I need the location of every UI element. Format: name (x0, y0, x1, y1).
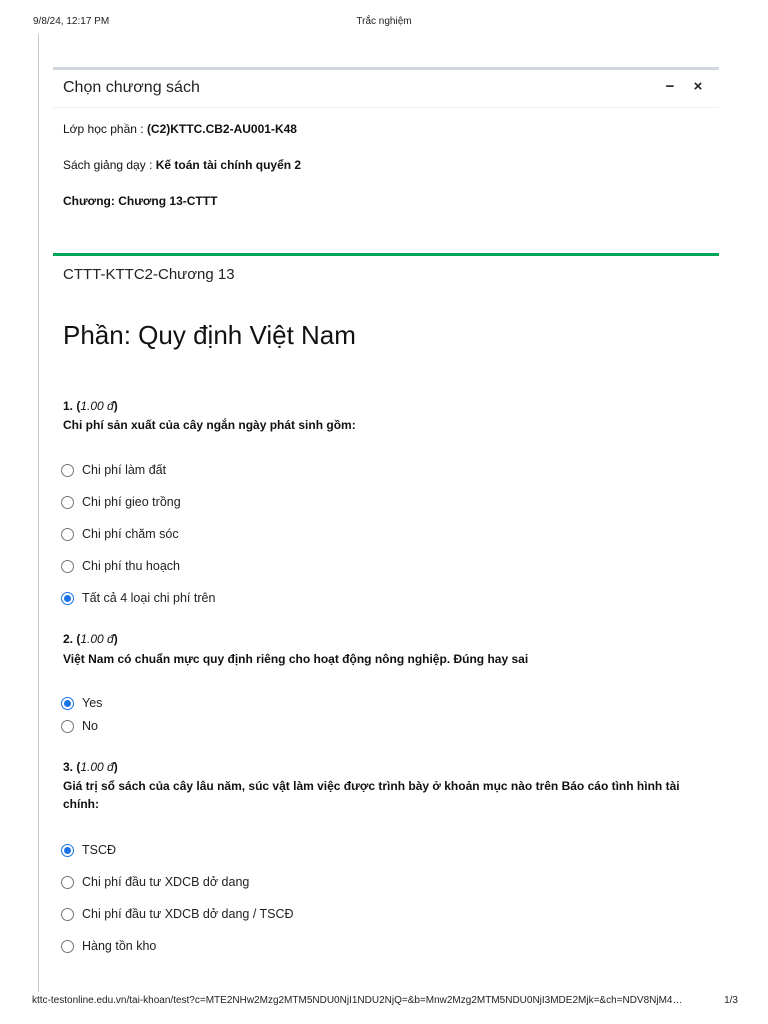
class-value: (C2)KTTC.CB2-AU001-K48 (146, 122, 297, 136)
print-title: Trắc nghiệm (356, 16, 412, 27)
chapter-select-panel (53, 67, 719, 227)
radio-button[interactable] (61, 528, 74, 541)
radio-button[interactable] (61, 697, 74, 710)
page-url: kttc-testonline.edu.vn/tai-khoan/test?c=MTE2NHw2Mzg2MTM5NDU0NjI1NDU2NjQ=&b=Mnw2Mzg2MTM5NDU0NjI3MDE2Mjk=&ch=NDV8NjM4… (32, 995, 683, 1006)
quiz-name: CTTT-KTTC2-Chương 13 (63, 266, 235, 283)
question-1-option-5[interactable]: Tất cả 4 loại chi phí trên (61, 589, 215, 607)
radio-button[interactable] (61, 940, 74, 953)
radio-button[interactable] (61, 720, 74, 733)
panel-header (53, 70, 719, 108)
panel-tools (663, 80, 705, 94)
page-number: 1/3 (724, 995, 738, 1006)
question-2-option-1[interactable]: Yes (61, 694, 102, 712)
question-1-option-3[interactable]: Chi phí chăm sóc (61, 525, 179, 543)
question-1-number: 1. (1.00 đ) (63, 399, 118, 413)
book-label: Sách giảng dạy : (63, 158, 156, 172)
question-3-option-4[interactable]: Hàng tồn kho (61, 937, 156, 955)
question-1-text: Chi phí sản xuất của cây ngắn ngày phát sinh gồm: (63, 418, 356, 432)
class-info (63, 122, 297, 136)
question-3-option-3[interactable]: Chi phí đầu tư XDCB dở dang / TSCĐ (61, 905, 294, 923)
question-3-option-1[interactable]: TSCĐ (61, 841, 116, 859)
question-2-number: 2. (1.00 đ) (63, 632, 118, 646)
radio-button[interactable] (61, 592, 74, 605)
radio-button[interactable] (61, 496, 74, 509)
question-2-text: Việt Nam có chuẩn mực quy định riêng cho hoạt động nông nghiệp. Đúng hay sai (63, 652, 529, 666)
question-3-text: Giá trị sổ sách của cây lâu năm, súc vật làm việc được trình bày ở khoản mục nào trên Báo cáo tình hình tài chính: (63, 779, 680, 811)
question-1-option-1[interactable]: Chi phí làm đất (61, 461, 166, 479)
panel-title: Chọn chương sách (63, 79, 200, 96)
question-3-option-2[interactable]: Chi phí đầu tư XDCB dở dang (61, 873, 249, 891)
radio-button[interactable] (61, 908, 74, 921)
book-info (63, 158, 301, 172)
minimize-icon[interactable]: − (665, 78, 675, 95)
print-footer (0, 995, 768, 1011)
question-2-option-2[interactable]: No (61, 717, 98, 735)
quiz-panel (53, 253, 719, 993)
radio-button[interactable] (61, 560, 74, 573)
question-1-option-2[interactable]: Chi phí gieo trồng (61, 493, 181, 511)
question-3-number: 3. (1.00 đ) (63, 760, 118, 774)
chapter-text: Chương: Chương 13-CTTT (63, 194, 218, 208)
left-divider (38, 34, 39, 992)
radio-button[interactable] (61, 876, 74, 889)
chapter-info (63, 194, 217, 208)
print-date: 9/8/24, 12:17 PM (33, 16, 110, 27)
close-icon[interactable]: × (693, 78, 703, 95)
question-1-option-4[interactable]: Chi phí thu hoạch (61, 557, 180, 575)
book-value: Kế toán tài chính quyển 2 (155, 158, 302, 172)
section-title: Phần: Quy định Việt Nam (63, 320, 356, 350)
class-label: Lớp học phần : (63, 122, 147, 136)
radio-button[interactable] (61, 464, 74, 477)
print-header (0, 16, 768, 32)
radio-button[interactable] (61, 844, 74, 857)
